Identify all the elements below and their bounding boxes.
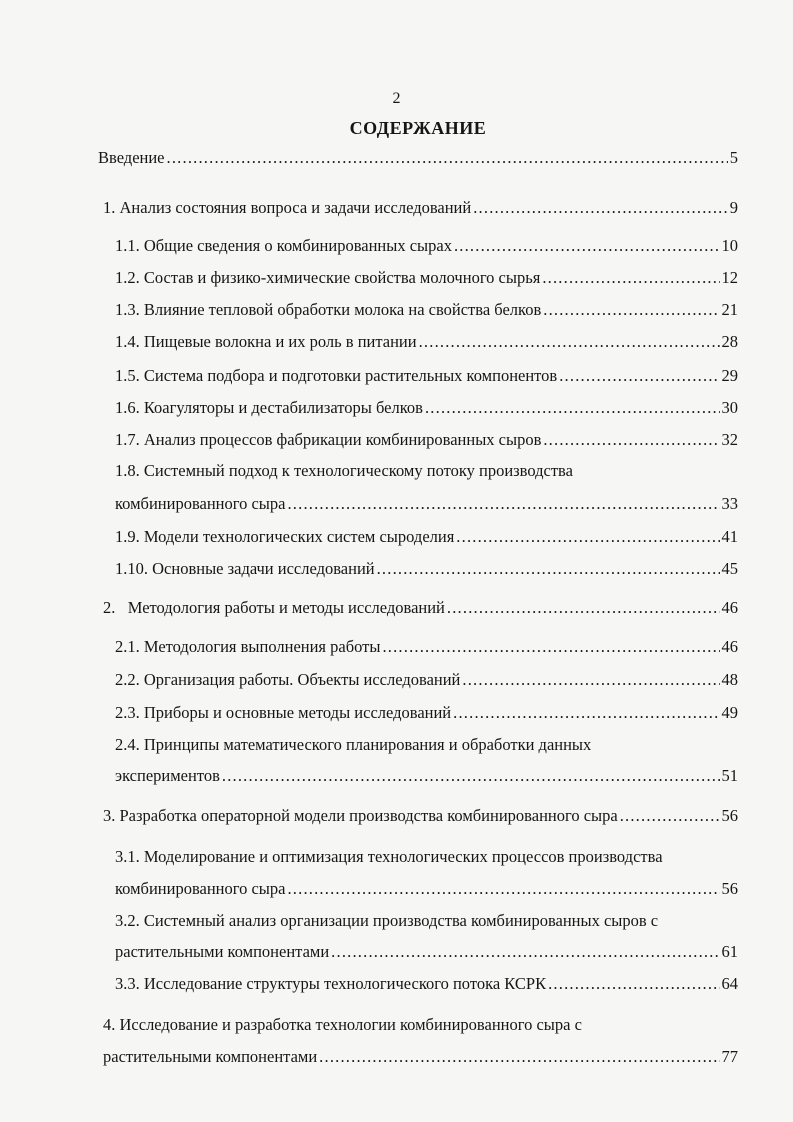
toc-entry-page: 5 bbox=[729, 148, 738, 167]
toc-entry-label: 1.3. Влияние тепловой обработки молока на свойства белков bbox=[115, 300, 542, 319]
dot-leader bbox=[542, 268, 719, 288]
toc-entry-page: 48 bbox=[721, 670, 738, 689]
toc-entry-page: 49 bbox=[721, 703, 738, 722]
dot-leader bbox=[319, 1047, 719, 1067]
toc-entry-label: 2.2. Организация работы. Объекты исследований bbox=[115, 670, 461, 689]
dot-leader bbox=[543, 300, 719, 320]
toc-entry-label: экспериментов bbox=[115, 766, 220, 785]
toc-entry-label: комбинированного сыра bbox=[115, 879, 286, 898]
toc-entry-s1-5 bbox=[115, 366, 738, 386]
page-title: СОДЕРЖАНИЕ bbox=[349, 118, 487, 138]
toc-entry-label: 1.7. Анализ процессов фабрикации комбинированных сыров bbox=[115, 430, 542, 449]
toc-entry-s4-line1: 4. Исследование и разработка технологии комбинированного сыра с bbox=[103, 1015, 582, 1034]
toc-entry-s1-1 bbox=[115, 236, 738, 256]
dot-leader bbox=[462, 670, 719, 690]
toc-entry-page: 46 bbox=[721, 598, 738, 617]
toc-entry-page: 51 bbox=[721, 766, 738, 785]
dot-leader bbox=[167, 148, 728, 168]
toc-entry-label: 1.4. Пищевые волокна и их роль в питании bbox=[115, 332, 417, 351]
toc-entry-label: растительными компонентами bbox=[115, 942, 330, 961]
toc-entry-page: 33 bbox=[721, 494, 738, 513]
toc-entry-label: комбинированного сыра bbox=[115, 494, 286, 513]
toc-entry-s3-1-line1: 3.1. Моделирование и оптимизация технологических процессов производства bbox=[115, 847, 663, 866]
toc-entry-page: 46 bbox=[721, 637, 738, 656]
toc-entry-label: 3.3. Исследование структуры технологического потока КСРК bbox=[115, 974, 547, 993]
toc-entry-label: 2.3. Приборы и основные методы исследований bbox=[115, 703, 452, 722]
toc-entry-s2-4-line1: 2.4. Принципы математического планирования и обработки данных bbox=[115, 735, 592, 754]
dot-leader bbox=[419, 332, 720, 352]
toc-entry-label: Введение bbox=[98, 148, 165, 167]
toc-entry-s1-10 bbox=[115, 559, 738, 579]
toc-entry-page: 77 bbox=[721, 1047, 738, 1066]
toc-entry-s1 bbox=[103, 198, 738, 218]
dot-leader bbox=[447, 598, 720, 618]
dot-leader bbox=[222, 766, 720, 786]
toc-entry-label: 1.9. Модели технологических систем сыроделия bbox=[115, 527, 455, 546]
toc-entry-page: 56 bbox=[721, 879, 738, 898]
toc-entry-s4 bbox=[103, 1047, 738, 1067]
toc-entry-label: 3. Разработка операторной модели производства комбинированного сыра bbox=[103, 806, 618, 825]
toc-entry-s1-8-line1: 1.8. Системный подход к технологическому потоку производства bbox=[115, 461, 573, 480]
toc-entry-label: 1.5. Система подбора и подготовки растительных компонентов bbox=[115, 366, 558, 385]
dot-leader bbox=[548, 974, 719, 994]
toc-entry-s1-4 bbox=[115, 332, 738, 352]
toc-entry-s1-8 bbox=[115, 494, 738, 514]
toc-entry-s2-1 bbox=[115, 637, 738, 657]
toc-entry-s1-9 bbox=[115, 527, 738, 547]
toc-entry-page: 9 bbox=[729, 198, 738, 217]
toc-entry-s1-7 bbox=[115, 430, 738, 450]
toc-entry-page: 30 bbox=[721, 398, 738, 417]
toc-entry-s1-6 bbox=[115, 398, 738, 418]
dot-leader bbox=[456, 527, 719, 547]
toc-entry-label: 1.1. Общие сведения о комбинированных сырах bbox=[115, 236, 452, 255]
toc-entry-label: 1.10. Основные задачи исследований bbox=[115, 559, 375, 578]
toc-entry-page: 21 bbox=[721, 300, 738, 319]
toc-entry-page: 41 bbox=[721, 527, 738, 546]
toc-entry-s2-2 bbox=[115, 670, 738, 690]
toc-entry-s3-3 bbox=[115, 974, 738, 994]
dot-leader bbox=[473, 198, 728, 218]
toc-entry-page: 32 bbox=[721, 430, 738, 449]
dot-leader bbox=[287, 494, 719, 514]
toc-entry-s3-2-line1: 3.2. Системный анализ организации производства комбинированных сыров с bbox=[115, 911, 659, 930]
toc-entry-page: 45 bbox=[721, 559, 738, 578]
toc-entry-page: 28 bbox=[721, 332, 738, 351]
toc-entry-page: 10 bbox=[721, 236, 738, 255]
toc-entry-s1-2 bbox=[115, 268, 738, 288]
dot-leader bbox=[543, 430, 719, 450]
dot-leader bbox=[453, 703, 719, 723]
dot-leader bbox=[620, 806, 720, 826]
toc-entry-s2-4 bbox=[115, 766, 738, 786]
toc-entry-s3-2 bbox=[115, 942, 738, 962]
dot-leader bbox=[559, 366, 719, 386]
toc-entry-label: 1.6. Коагуляторы и дестабилизаторы белков bbox=[115, 398, 423, 417]
toc-entry-page: 12 bbox=[721, 268, 738, 287]
dot-leader bbox=[377, 559, 720, 579]
toc-entry-label: 2. Методология работы и методы исследований bbox=[103, 598, 445, 617]
toc-entry-label: растительными компонентами bbox=[103, 1047, 318, 1066]
toc-entry-page: 56 bbox=[721, 806, 738, 825]
dot-leader bbox=[331, 942, 719, 962]
toc-entry-s2 bbox=[103, 598, 738, 618]
toc-entry-label: 1. Анализ состояния вопроса и задачи исследований bbox=[103, 198, 472, 217]
dot-leader bbox=[454, 236, 720, 256]
toc-entry-s2-3 bbox=[115, 703, 738, 723]
toc-entry-s3-1 bbox=[115, 879, 738, 899]
dot-leader bbox=[425, 398, 720, 418]
dot-leader bbox=[287, 879, 719, 899]
toc-entry-label: 2.1. Методология выполнения работы bbox=[115, 637, 381, 656]
page-number: 2 bbox=[392, 90, 401, 107]
dot-leader bbox=[382, 637, 719, 657]
toc-entry-s1-3 bbox=[115, 300, 738, 320]
toc-entry-label: 1.2. Состав и физико-химические свойства молочного сырья bbox=[115, 268, 541, 287]
toc-entry-page: 61 bbox=[721, 942, 738, 961]
toc-entry-intro bbox=[98, 148, 738, 168]
toc-entry-page: 64 bbox=[721, 974, 738, 993]
toc-entry-s3 bbox=[103, 806, 738, 826]
toc-entry-page: 29 bbox=[721, 366, 738, 385]
